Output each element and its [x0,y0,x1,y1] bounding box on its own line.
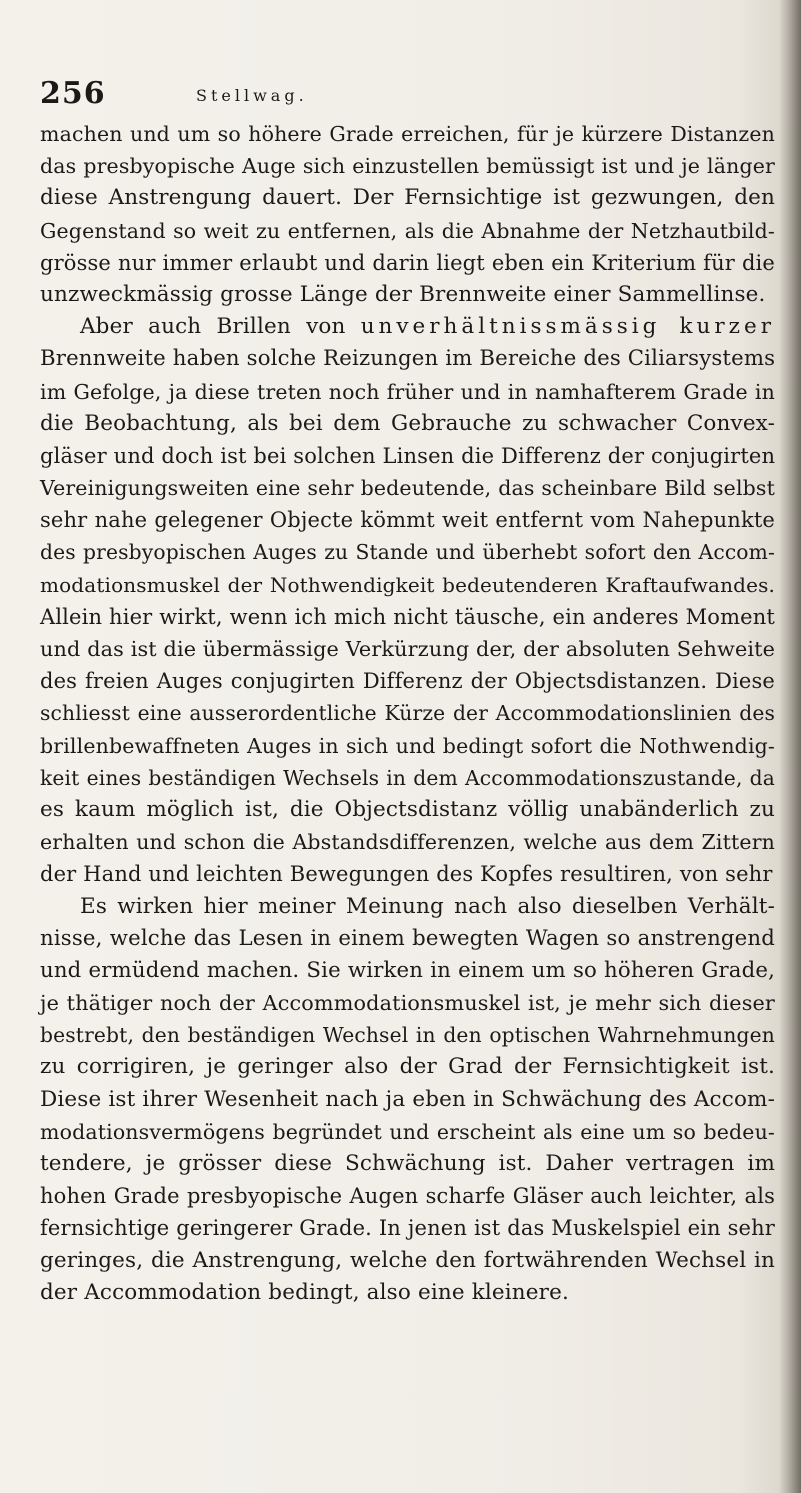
text-line: und das ist die übermässige Verkürzung der, der absoluten Sehweite [40,637,776,661]
text-line: Gegenstand so weit zu entfernen, als die Abnahme der Netzhautbild- [40,218,775,243]
text-line: im Gefolge, ja diese treten noch früher und in namhafterem Grade in [40,379,775,404]
text-line: die Beobachtung, als bei dem Gebrauche zu schwacher Convex- [40,410,775,436]
text-span: Aber auch Brillen von [80,314,361,340]
text-line: machen und um so höhere Grade erreichen, für je kürzere Distanzen [40,122,775,146]
text-line: modationsvermögens begründet und erscheint als eine um so bedeu- [40,1119,775,1144]
text-line: grösse nur immer erlaubt und darin liegt eben ein Kriterium für die [40,250,775,275]
page-edge-shadow [779,0,801,1493]
body-text [40,118,775,1309]
text-line: geringes, die Anstrengung, welche den fortwährenden Wechsel in [40,1247,775,1273]
text-line: es kaum möglich ist, die Objectsdistanz völlig unabänderlich zu [40,796,775,822]
text-line: Brennweite haben solche Reizungen im Bereiche des Ciliarsystems [40,346,776,372]
text-line: modationsmuskel der Nothwendigkeit bedeutenderen Kraftaufwandes. [40,572,775,597]
text-line: des freien Auges conjugirten Differenz der Objectsdistanzen. Diese [40,669,775,694]
text-line: das presbyopische Auge sich einzustellen bemüssigt ist und je länger [40,154,775,179]
page-header [40,78,780,114]
text-line: erhalten und schon die Abstandsdifferenzen, welche aus dem Zittern [40,830,775,855]
text-line: keit eines beständigen Wechsels in dem Accommodationszustande, da [40,765,775,790]
text-line: tendere, je grösser diese Schwächung ist. Daher vertragen im [40,1151,775,1176]
text-line: schliesst eine ausserordentliche Kürze der Accommodationslinien des [40,701,775,726]
text-line: Diese ist ihrer Wesenheit nach ja eben in Schwächung des Accom- [40,1086,775,1112]
text-line: je thätiger noch der Accommodationsmuskel ist, je mehr sich dieser [40,991,775,1016]
paragraph-first-line [40,311,775,343]
text-line: gläser und doch ist bei solchen Linsen die Differenz der conjugirten [40,443,776,468]
text-line: hohen Grade presbyopische Augen scharfe Gläser auch leichter, als [40,1184,775,1209]
text-line: bestrebt, den beständigen Wechsel in den optischen Wahrnehmungen [40,1023,775,1048]
page-number: 256 [40,76,106,111]
text-line: unzweckmässig grosse Länge der Brennweite einer Sammellinse. [40,281,766,307]
text-line: zu corrigiren, je geringer also der Grad der Fernsichtigkeit ist. [40,1054,775,1080]
emphasized-text: unverhältnissmässig kurzer [360,314,775,340]
text-line: und ermüdend machen. Sie wirken in einem um so höheren Grade, [40,957,775,983]
text-line: Allein hier wirkt, wenn ich mich nicht täusche, ein anderes Moment [40,604,775,629]
text-line: sehr nahe gelegener Objecte kömmt weit entfernt vom Nahepunkte [40,508,775,533]
paragraph-first-line: Es wirken hier meiner Meinung nach also dieselben Verhält- [80,893,775,919]
text-line: nisse, welche das Lesen in einem bewegten Wagen so anstrengend [40,925,775,951]
text-line: brillenbewaffneten Auges in sich und bedingt sofort die Nothwendig- [40,733,775,758]
text-line: der Hand und leichten Bewegungen des Kopfes resultiren, von sehr [40,862,773,887]
text-line: des presbyopischen Auges zu Stande und überhebt sofort den Accom- [40,540,775,565]
text-line: Vereinigungsweiten eine sehr bedeutende, das scheinbare Bild selbst [40,476,775,501]
text-line: fernsichtige geringerer Grade. In jenen ist das Muskelspiel ein sehr [40,1216,775,1241]
text-line: der Accommodation bedingt, also eine kleinere. [40,1279,569,1305]
text-line: diese Anstrengung dauert. Der Fernsichtige ist gezwungen, den [40,185,775,211]
running-head: Stellwag. [196,86,308,105]
